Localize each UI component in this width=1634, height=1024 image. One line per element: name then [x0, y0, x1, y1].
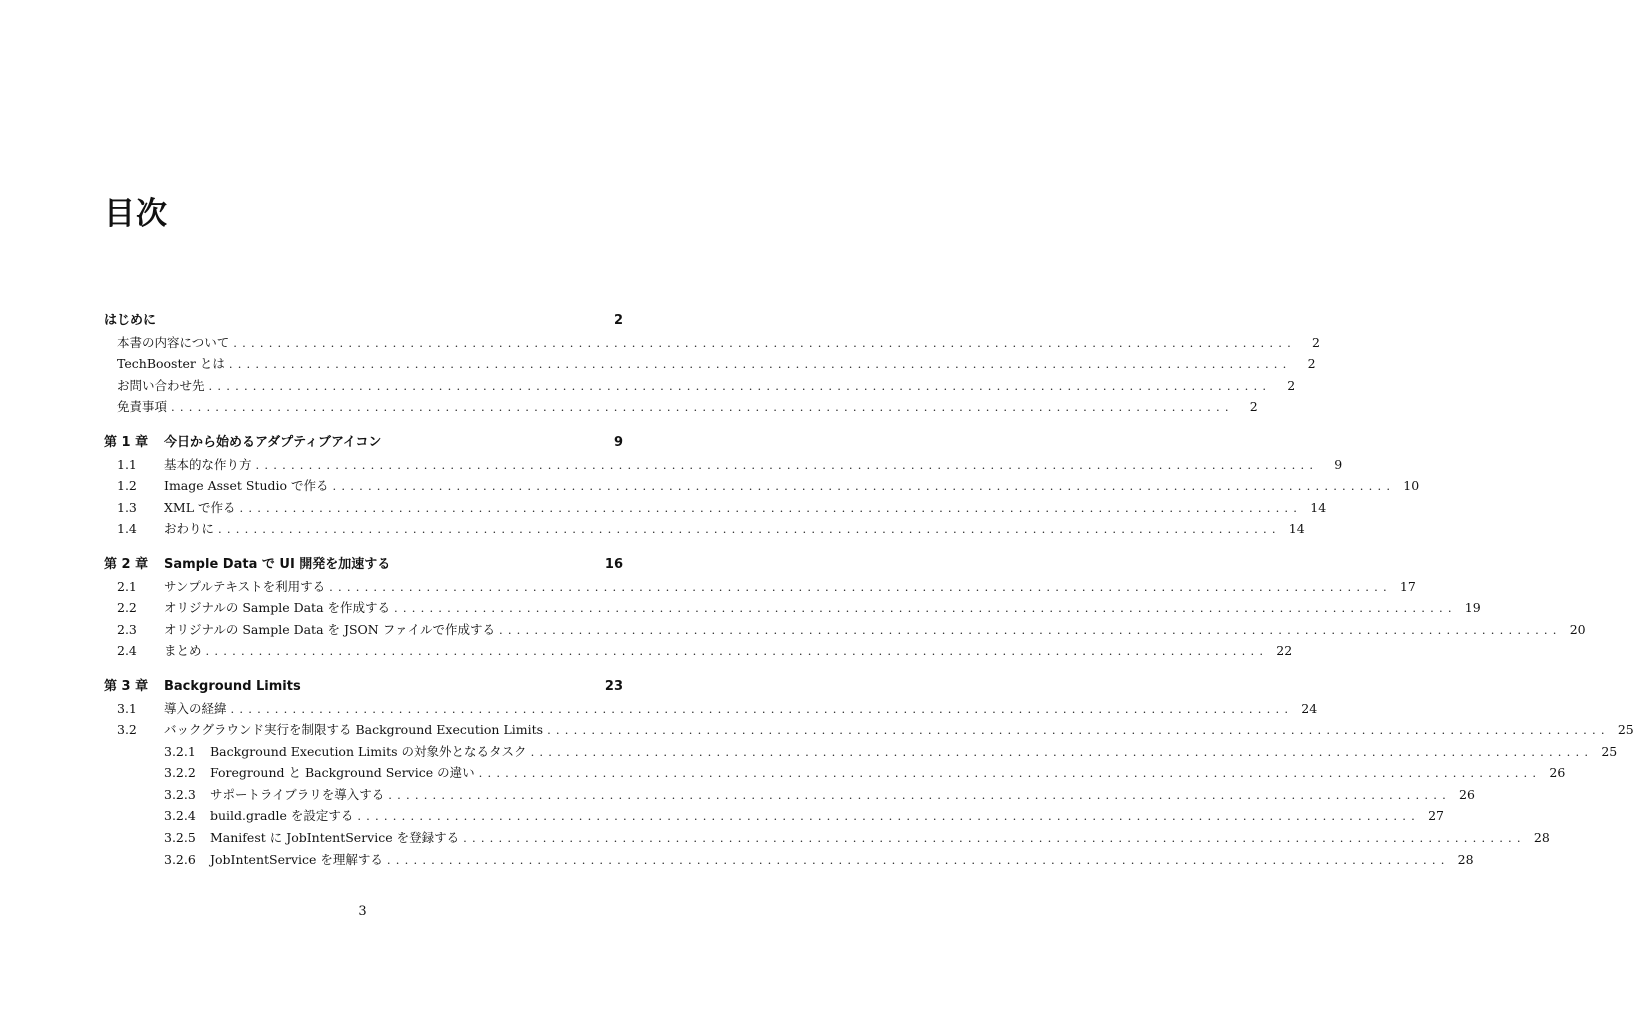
toc-subentry[interactable] [104, 849, 1474, 871]
leader-dots: ........................................................................................................................ [386, 852, 1450, 867]
leader-dots: ........................................................................................................................ [357, 809, 1420, 824]
leader-dots: ........................................................................................................................ [218, 522, 1281, 537]
section-number: 1.2 [117, 478, 137, 494]
toc-page: 14 [1310, 499, 1327, 515]
toc-label: Background Execution Limits の対象外となるタスク [210, 743, 527, 759]
leader-dots: ........................................................................................................................ [332, 479, 1396, 494]
toc-entry[interactable] [104, 576, 1416, 598]
toc-front-heading[interactable] [104, 310, 623, 332]
toc-page: 19 [1464, 600, 1481, 616]
toc-label: はじめに [104, 313, 157, 328]
chapter-number: 第 2 章 [104, 556, 149, 572]
toc-entry[interactable] [104, 719, 1634, 741]
leader-dots: ........................................................................................................................ [239, 500, 1303, 515]
leader-dots: ........................................................................................................................ [478, 766, 1542, 781]
leader-dots: ........................................................................................................................ [547, 723, 1610, 738]
section-number: 1.3 [117, 499, 137, 515]
leader-dots: ........................................................................................................................ [394, 601, 1457, 616]
toc-entry[interactable] [104, 332, 1320, 354]
toc-entry[interactable] [104, 698, 1318, 720]
leader-dots: ........................................................................................................................ [498, 622, 1562, 637]
toc-label: Manifest に JobIntentService を登録する [210, 830, 460, 846]
toc-label: サンプルテキストを利用する [164, 578, 326, 594]
toc-subentry[interactable] [104, 784, 1475, 806]
page-number: 3 [358, 904, 367, 919]
toc-page: 2 [1287, 377, 1296, 393]
subsection-number: 3.2.3 [164, 786, 196, 802]
toc-page: 2 [1249, 399, 1258, 415]
chapter-number: 第 3 章 [104, 678, 149, 694]
section-number: 2.4 [117, 643, 137, 659]
toc-label: 導入の経緯 [164, 700, 227, 716]
toc-page: 20 [1569, 621, 1586, 637]
toc-page: 17 [1399, 578, 1416, 594]
toc-page: 10 [1403, 478, 1420, 494]
toc-label: 免責事項 [117, 399, 168, 415]
toc-entry[interactable] [104, 497, 1327, 519]
toc-subentry[interactable] [104, 762, 1566, 784]
leader-dots: ........................................................................................................................ [530, 744, 1594, 759]
toc-subentry[interactable] [104, 827, 1550, 849]
toc-chapter-heading[interactable] [104, 554, 623, 576]
leader-dots: ........................................................................................................................ [208, 378, 1272, 393]
toc-page: 9 [613, 434, 623, 450]
toc-entry[interactable] [104, 475, 1420, 497]
toc-page: 26 [1459, 786, 1475, 802]
leader-dots: ........................................................................................................................ [255, 457, 1319, 472]
toc-page: 16 [604, 556, 623, 572]
toc-page: 9 [1334, 456, 1343, 472]
toc-page: 2 [1307, 356, 1316, 372]
toc-page: 22 [1276, 643, 1293, 659]
table-of-contents [104, 310, 1634, 870]
toc-page: 25 [1601, 743, 1618, 759]
subsection-number: 3.2.2 [164, 765, 196, 781]
leader-dots: ........................................................................................................................ [388, 787, 1451, 802]
subsection-number: 3.2.4 [164, 808, 196, 824]
toc-label: Background Limits [164, 678, 301, 694]
chapter-number: 第 1 章 [104, 434, 149, 450]
toc-entry[interactable] [104, 619, 1586, 641]
leader-dots: ........................................................................................................................ [205, 644, 1269, 659]
toc-label: 今日から始めるアダプティブアイコン [164, 434, 382, 450]
toc-subentry[interactable] [104, 805, 1444, 827]
toc-page: 25 [1617, 722, 1634, 738]
toc-page: 14 [1288, 521, 1305, 537]
toc-page: 26 [1549, 765, 1566, 781]
toc-entry[interactable] [104, 396, 1258, 418]
toc-label: まとめ [164, 643, 202, 659]
section-number: 3.1 [117, 700, 137, 716]
toc-chapter-heading[interactable] [104, 432, 623, 454]
toc-subentry[interactable] [104, 741, 1618, 763]
toc-label: Sample Data で UI 開発を加速する [164, 556, 391, 572]
toc-entry[interactable] [104, 454, 1343, 476]
toc-entry[interactable] [104, 597, 1481, 619]
toc-label: Image Asset Studio で作る [164, 478, 329, 494]
toc-label: おわりに [164, 521, 215, 537]
leader-dots: ........................................................................................................................ [230, 701, 1294, 716]
toc-label: Foreground と Background Service の違い [210, 765, 475, 781]
toc-label: TechBooster とは [117, 356, 225, 372]
section-number: 1.1 [117, 456, 137, 472]
toc-label: 基本的な作り方 [164, 456, 252, 472]
toc-label: オリジナルの Sample Data を作成する [164, 600, 391, 616]
leader-dots: ........................................................................................................................ [228, 357, 1292, 372]
toc-page: 24 [1301, 700, 1318, 716]
toc-page: 27 [1428, 808, 1444, 824]
section-number: 2.2 [117, 600, 137, 616]
toc-entry[interactable] [104, 518, 1305, 540]
leader-dots: ........................................................................................................................ [329, 579, 1392, 594]
toc-label: XML で作る [164, 499, 236, 515]
toc-page: 28 [1533, 830, 1550, 846]
toc-entry[interactable] [104, 375, 1296, 397]
toc-page: 2 [1311, 334, 1320, 350]
subsection-number: 3.2.1 [164, 743, 196, 759]
section-number: 2.3 [117, 621, 137, 637]
toc-label: サポートライブラリを導入する [210, 786, 385, 802]
section-number: 3.2 [117, 722, 137, 738]
toc-label: オリジナルの Sample Data を JSON ファイルで作成する [164, 621, 495, 637]
toc-label: JobIntentService を理解する [210, 851, 383, 867]
section-number: 2.1 [117, 578, 137, 594]
leader-dots: ........................................................................................................................ [171, 400, 1234, 415]
toc-chapter-heading[interactable] [104, 676, 623, 698]
toc-label: バックグラウンド実行を制限する Background Execution Limits [164, 722, 544, 738]
toc-page: 2 [613, 313, 623, 328]
page-title: 目次 [104, 196, 168, 232]
leader-dots: ........................................................................................................................ [463, 831, 1526, 846]
toc-page: 28 [1457, 851, 1474, 867]
toc-label: お問い合わせ先 [117, 377, 205, 393]
section-number: 1.4 [117, 521, 137, 537]
subsection-number: 3.2.5 [164, 830, 196, 846]
toc-label: build.gradle を設定する [210, 808, 354, 824]
leader-dots: ........................................................................................................................ [233, 335, 1296, 350]
toc-entry[interactable] [104, 353, 1316, 375]
toc-page: 23 [604, 678, 623, 694]
toc-label: 本書の内容について [117, 334, 230, 350]
toc-entry[interactable] [104, 640, 1293, 662]
subsection-number: 3.2.6 [164, 851, 196, 867]
